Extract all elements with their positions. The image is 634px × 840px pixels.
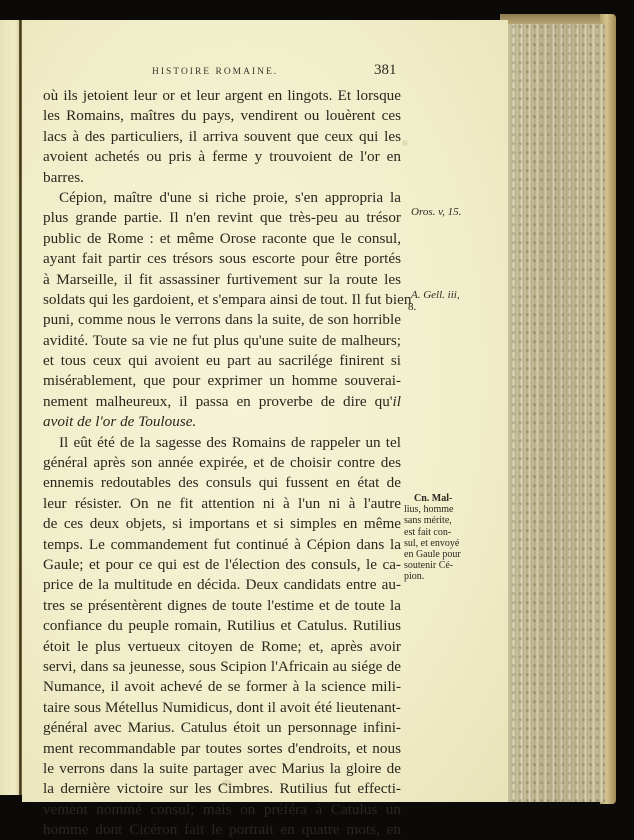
margin-note-line: Cn. Mal- <box>414 493 453 504</box>
margin-note-line: sul, et envoyé <box>404 537 460 549</box>
text-line-content: taire sous Métellus Numidicus, dont il avoit été lieutenant- <box>43 698 401 716</box>
text-line-content: vement nommé consul; mais on préféra à Catulus un <box>43 800 401 818</box>
text-line <box>43 168 401 188</box>
text-line <box>43 371 401 391</box>
text-line <box>43 779 401 799</box>
text-line-content: ayant fait partir ces trésors sous escorte pour être portés <box>43 250 401 268</box>
margin-note-line: pion. <box>404 571 425 583</box>
text-line <box>43 596 401 616</box>
body-text <box>43 86 412 840</box>
text-line-content: soldats qui les gardoient, et s'empara ainsi de tout. Il fut bien <box>43 290 412 308</box>
text-line-content: temps. Le commandement fut continué à Cépion dans la <box>43 535 401 553</box>
text-line <box>43 575 401 595</box>
text-line-content: tres se présentèrent dignes de toute l'estime et de toute la <box>43 596 401 614</box>
text-line <box>43 698 401 718</box>
text-line-content: à Marseille, il fit assassiner furtivement sur la route les <box>43 270 401 288</box>
text-line <box>43 739 401 759</box>
text-line <box>43 229 401 249</box>
text-line <box>43 433 401 453</box>
text-line-content: servi, dans sa jeunesse, sous Scipion l'Africain au siége de <box>43 657 401 675</box>
text-line <box>43 494 401 514</box>
margin-note-gell <box>408 289 460 313</box>
text-line <box>43 514 401 534</box>
text-line <box>43 106 401 126</box>
text-line-content: puni, comme nous le verrons dans la suite, de son horrible <box>43 311 401 329</box>
text-line <box>43 800 401 820</box>
text-line-content: où ils jetoient leur or et leur argent en lingots. Et lorsque <box>43 87 401 104</box>
text-line-content: barres. <box>43 168 84 186</box>
text-line-content: plus grande partie. Il n'en revint que très-peu au trésor <box>43 209 401 227</box>
margin-note-cn-mallius <box>404 493 496 583</box>
page-stack-fore-edge <box>505 24 605 802</box>
text-line <box>43 331 401 351</box>
text-line-content: avidité. Toute sa vie ne fut plus qu'une suite de malheurs; <box>43 331 401 349</box>
text-line-content: les Romains, maîtres du pays, vendirent ou louèrent ces <box>43 107 401 125</box>
text-line-content: étoit le plus vertueux citoyen de Rome; et, après avoir <box>43 637 401 655</box>
text-line-content: le verrons dans la suite partager avec Marius la gloire de <box>43 759 401 777</box>
margin-note-line: en Gaule pour <box>404 549 461 561</box>
text-line-content: ment recommandable par toutes sortes d'endroits, et nous <box>43 739 401 757</box>
page-number: 381 <box>374 62 397 78</box>
text-line-content: misérablement, que pour exprimer un homme souverai- <box>43 372 401 390</box>
text-line-italic: avoit de l'or de Toulouse. <box>43 413 197 431</box>
text-line-content: Il eût été de la sagesse des Romains de rappeler un tel <box>59 433 401 451</box>
text-line <box>43 86 401 106</box>
text-line <box>43 392 401 412</box>
left-page-edge <box>0 20 21 795</box>
margin-note-line: lius, homme <box>404 504 454 516</box>
text-line-content: général avec Marius. Catulus étoit un personnage infini- <box>43 719 401 737</box>
text-line <box>43 759 401 779</box>
text-line-content: price de la multitude en décida. Deux candidats entre au- <box>43 576 401 594</box>
text-line <box>43 473 401 493</box>
running-head: HISTOIRE ROMAINE. <box>152 67 279 77</box>
text-line <box>43 351 401 371</box>
text-line-content: confiance du peuple romain, Rutilius et Catulus. Rutilius <box>43 617 401 635</box>
text-line <box>43 147 401 167</box>
text-line <box>43 412 401 432</box>
text-line-content: Numance, il avoit achevé de se former à la science mili- <box>43 678 401 696</box>
text-line <box>43 127 401 147</box>
margin-note-oros: Oros. v, 15. <box>411 206 462 218</box>
text-line <box>43 555 401 575</box>
margin-note-line: sans mérite, <box>404 515 452 527</box>
text-line <box>43 657 401 677</box>
text-line-content: homme dont Cicéron fait le portrait en quatre mots, en <box>43 821 401 839</box>
text-line-content: de ces deux objets, si importans et si simples en même <box>43 515 401 533</box>
text-line <box>43 453 401 473</box>
text-line <box>43 820 401 840</box>
text-line-content: Gaule; et pour ce qui est de l'élection des consuls, le ca- <box>43 555 401 573</box>
text-line <box>43 637 401 657</box>
margin-note-gell-line: A. Gell. iii, <box>411 289 460 301</box>
text-line-content: leur résister. On ne fit attention ni à l'un ni à l'autre <box>43 494 401 512</box>
text-line-content: public de Rome : et même Orose raconte que le consul, <box>43 229 401 247</box>
text-line-italic: il <box>392 392 401 410</box>
text-line <box>43 535 401 555</box>
text-line-content: et tous ceux qui avoient eu part au sacrilége finirent si <box>43 352 401 370</box>
margin-note-gell-line: 8. <box>408 301 417 313</box>
text-line <box>43 188 401 208</box>
text-line-content: général après son année expirée, et de choisir contre des <box>43 454 401 472</box>
text-line <box>43 718 401 738</box>
text-line-content: Cépion, maître d'une si riche proie, s'en appropria la <box>59 188 401 206</box>
margin-note-line: soutenir Cé- <box>404 560 454 572</box>
text-line-content: avoient achetés ou pris à ferme y trouvoient de l'or en <box>43 148 401 166</box>
text-line <box>43 616 401 636</box>
margin-note-line: est fait con- <box>404 526 452 538</box>
text-line <box>43 270 401 290</box>
text-line-content: lacs à des particuliers, il arriva souvent que ceux qui les <box>43 127 401 145</box>
text-line <box>43 290 412 310</box>
text-line <box>43 677 401 697</box>
text-line <box>43 310 401 330</box>
text-line-content: nement malheureux, il passa en proverbe de dire qu' <box>43 392 393 410</box>
paper-stain <box>402 140 408 146</box>
text-line <box>43 249 401 269</box>
text-line <box>43 208 401 228</box>
text-line-content: ennemis redoutables des consuls qui fussent en état de <box>43 474 401 492</box>
text-line-content: la dernière victoire sur les Cimbres. Rutilius fut effecti- <box>43 780 401 798</box>
